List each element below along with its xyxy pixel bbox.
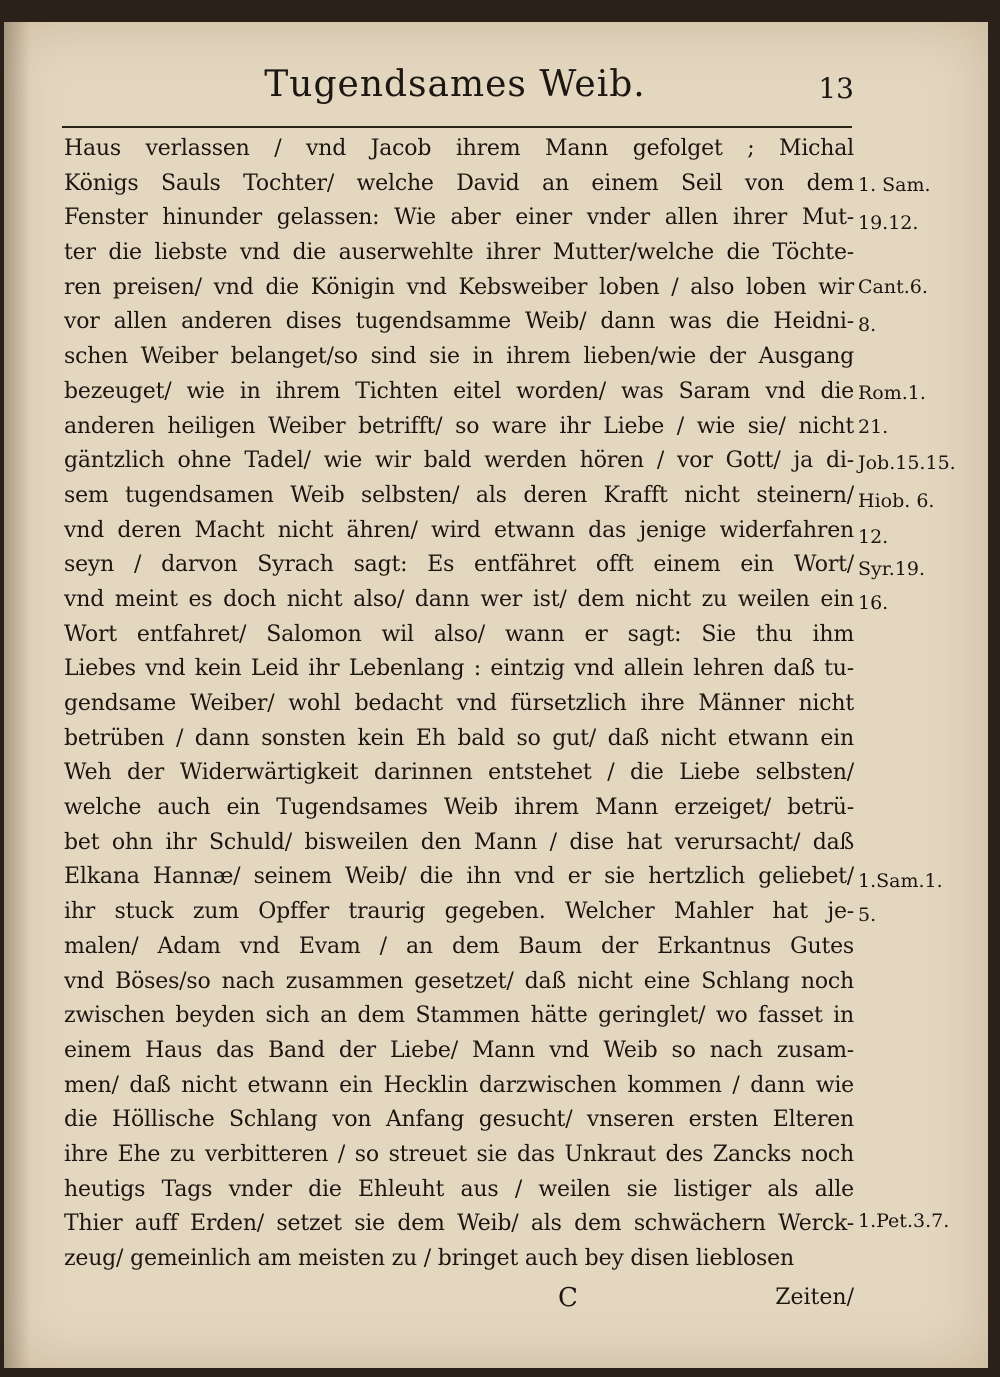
- page-binding-shadow: [4, 22, 30, 1368]
- text-line: schen Weiber belanget/so sind sie in ihrem lieben/wie der Ausgang: [64, 344, 854, 370]
- text-line: vnd Böses/so nach zusammen gesetzet/ daß nicht eine Schlang noch: [64, 968, 854, 994]
- margin-note: 1. Sam.: [858, 174, 931, 196]
- signature-mark: C: [558, 1283, 578, 1313]
- text-line: bezeuget/ wie in ihrem Tichten eitel worden/ was Saram vnd die: [64, 378, 854, 404]
- catchword: Zeiten/: [775, 1285, 854, 1310]
- text-line: Wort entfahret/ Salomon wil also/ wann er sagt: Sie thu ihm: [64, 621, 854, 647]
- margin-note: Job.15.15.: [858, 452, 956, 474]
- margin-note: Rom.1.: [858, 382, 926, 404]
- running-title: Tugendsames Weib.: [264, 64, 646, 105]
- text-line: ter die liebste vnd die auserwehlte ihrer Mutter/welche die Töchte-: [64, 240, 854, 266]
- margin-note: 8.: [858, 314, 877, 336]
- text-line: Elkana Hannæ/ seinem Weib/ die ihn vnd er sie hertzlich geliebet/: [64, 864, 854, 890]
- margin-note: Hiob. 6.: [858, 490, 935, 512]
- text-line: malen/ Adam vnd Evam / an dem Baum der Erkantnus Gutes: [64, 933, 854, 959]
- text-line: gendsame Weiber/ wohl bedacht vnd fürsetzlich ihre Männer nicht: [64, 691, 854, 716]
- text-line: gäntzlich ohne Tadel/ wie wir bald werden hören / vor Gott/ ja di-: [64, 448, 854, 474]
- text-line: zeug/ gemeinlich am meisten zu / bringet auch bey disen lieblosen: [64, 1246, 794, 1271]
- margin-note: Syr.19.: [858, 558, 926, 580]
- text-line: sem tugendsamen Weib selbsten/ als deren Krafft nicht steinern/: [64, 482, 854, 508]
- margin-note: 12.: [858, 526, 889, 548]
- page-number: 13: [818, 72, 854, 105]
- text-line: vnd meint es doch nicht also/ dann wer ist/ dem nicht zu weilen ein: [64, 586, 854, 612]
- text-line: seyn / darvon Syrach sagt: Es entfähret offt einem ein Wort/: [64, 552, 854, 578]
- text-line: Liebes vnd kein Leid ihr Lebenlang : eintzig vnd allein lehren daß tu-: [64, 656, 854, 682]
- margin-note: 1.Sam.1.: [858, 870, 943, 892]
- text-line: ren preisen/ vnd die Königin vnd Kebsweiber loben / also loben wir: [64, 274, 854, 300]
- text-line: heutigs Tags vnder die Ehleuht aus / weilen sie listiger als alle: [64, 1176, 854, 1202]
- text-line: zwischen beyden sich an dem Stammen hätte geringlet/ wo fasset in: [64, 1003, 854, 1029]
- margin-note: 1.Pet.3.7.: [858, 1210, 950, 1232]
- margin-note: 21.: [858, 416, 889, 438]
- text-line: ihr stuck zum Opffer traurig gegeben. Welcher Mahler hat je-: [64, 899, 854, 925]
- text-line: ihre Ehe zu verbitteren / so streuet sie das Unkraut des Zancks noch: [64, 1141, 854, 1167]
- header-rule: [62, 126, 852, 128]
- text-line: betrüben / dann sonsten kein Eh bald so gut/ daß nicht etwann ein: [64, 725, 854, 751]
- margin-note: Cant.6.: [858, 276, 928, 298]
- body-text: [64, 132, 854, 1277]
- text-line: bet ohn ihr Schuld/ bisweilen den Mann / dise hat verursacht/ daß: [64, 829, 854, 855]
- page-header: [60, 58, 854, 118]
- text-line: vor allen anderen dises tugendsamme Weib/ dann was die Heidni-: [64, 309, 854, 335]
- text-line: Weh der Widerwärtigkeit darinnen entstehet / die Liebe selbsten/: [64, 760, 854, 786]
- text-line: Thier auff Erden/ setzet sie dem Weib/ als dem schwächern Werck-: [64, 1211, 854, 1237]
- text-line: men/ daß nicht etwann ein Hecklin darzwischen kommen / dann wie: [64, 1072, 854, 1098]
- text-line: welche auch ein Tugendsames Weib ihrem Mann erzeiget/ betrü-: [64, 795, 854, 821]
- page-footer: [64, 1283, 854, 1323]
- text-line: die Höllische Schlang von Anfang gesucht/ vnseren ersten Elteren: [64, 1107, 854, 1133]
- margin-note: 19.12.: [858, 212, 919, 234]
- text-line: einem Haus das Band der Liebe/ Mann vnd Weib so nach zusam-: [64, 1037, 854, 1063]
- text-line: vnd deren Macht nicht ähren/ wird etwann das jenige widerfahren: [64, 517, 854, 543]
- text-line: Fenster hinunder gelassen: Wie aber einer vnder allen ihrer Mut-: [64, 205, 854, 231]
- margin-note: 5.: [858, 904, 877, 926]
- margin-note: 16.: [858, 592, 889, 614]
- text-line: anderen heiligen Weiber betrifft/ so ware ihr Liebe / wie sie/ nicht: [64, 413, 854, 439]
- text-line: Königs Sauls Tochter/ welche David an einem Seil von dem: [64, 170, 854, 196]
- text-line: Haus verlassen / vnd Jacob ihrem Mann gefolget ; Michal: [64, 136, 854, 161]
